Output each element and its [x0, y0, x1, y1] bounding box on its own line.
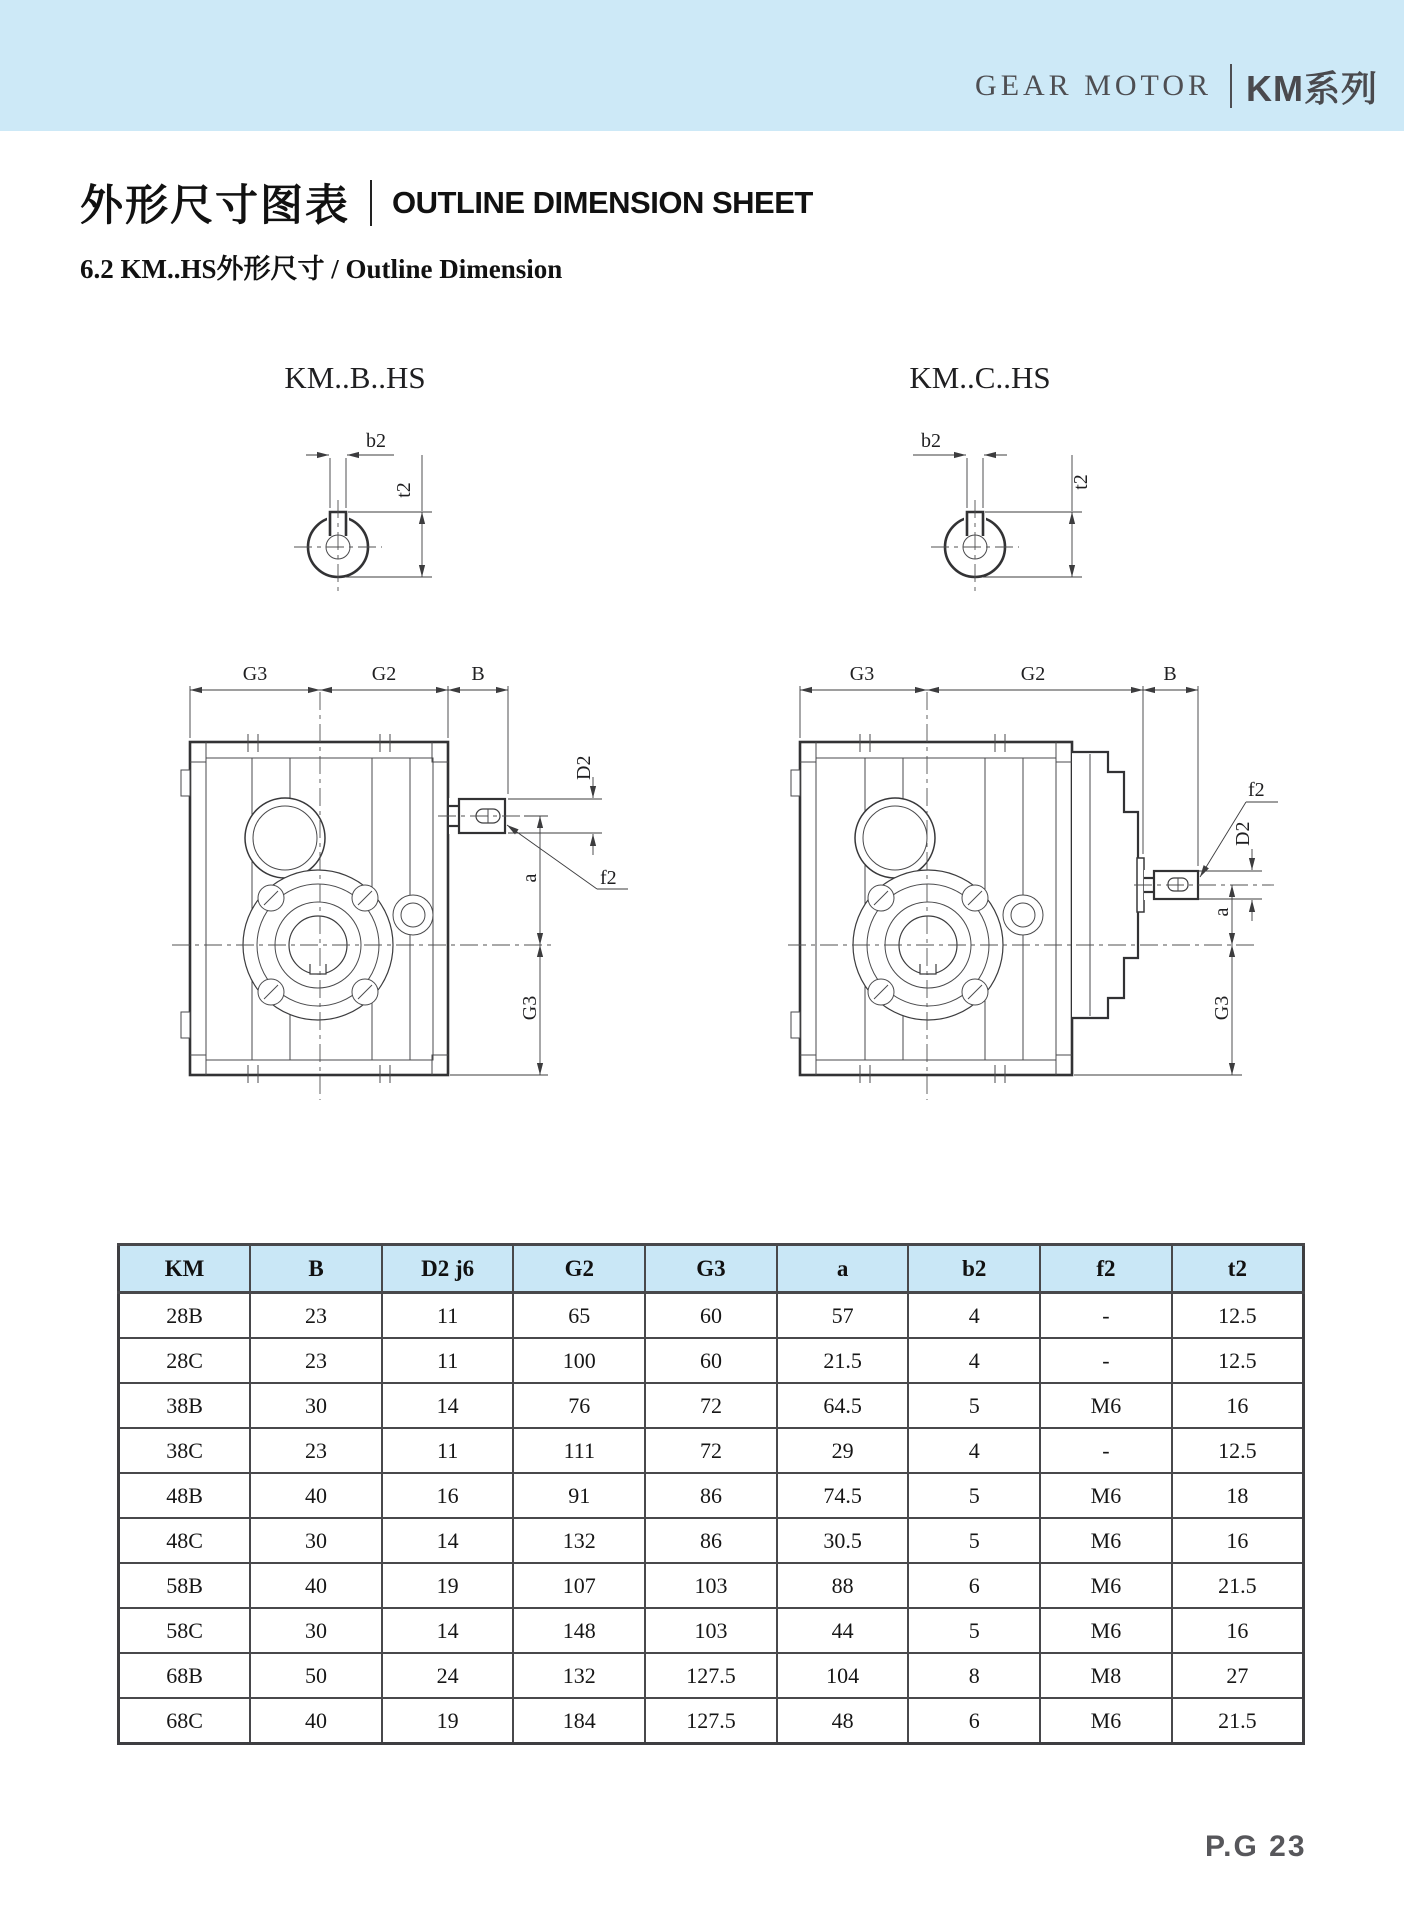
table-cell: 6 [908, 1563, 1040, 1608]
table-cell: - [1040, 1338, 1172, 1383]
table-cell: 21.5 [777, 1338, 909, 1383]
table-cell: 8 [908, 1653, 1040, 1698]
table-cell: 184 [513, 1698, 645, 1744]
table-row [119, 1428, 1304, 1473]
table-cell: 60 [645, 1338, 777, 1383]
table-cell: 58C [119, 1608, 251, 1653]
table-cell: 48 [777, 1698, 909, 1744]
page-title-en: OUTLINE DIMENSION SHEET [392, 184, 813, 220]
table-cell: 29 [777, 1428, 909, 1473]
table-cell: 111 [513, 1428, 645, 1473]
table-cell: 11 [382, 1338, 514, 1383]
table-cell: M6 [1040, 1563, 1172, 1608]
page-title-zh: 外形尺寸图表 [80, 182, 350, 230]
gearbox-front-view-b [172, 663, 628, 1100]
column-header: G3 [645, 1245, 777, 1293]
table-cell: 5 [908, 1383, 1040, 1428]
table-cell: 16 [382, 1473, 514, 1518]
table-cell: 65 [513, 1293, 645, 1339]
column-header: a [777, 1245, 909, 1293]
table-cell: 74.5 [777, 1473, 909, 1518]
drawing-title-right: KM..C..HS [909, 360, 1051, 395]
table-header-row [119, 1245, 1304, 1293]
table-cell: 23 [250, 1428, 382, 1473]
section-subtitle: 6.2 KM..HS外形尺寸 / Outline Dimension [80, 254, 563, 284]
dim-label-b2: b2 [921, 430, 941, 452]
table-cell: 4 [908, 1293, 1040, 1339]
table-cell: - [1040, 1293, 1172, 1339]
table-cell: 11 [382, 1428, 514, 1473]
table-cell: 11 [382, 1293, 514, 1339]
dim-label-b-top: B [1163, 663, 1177, 685]
table-cell: M6 [1040, 1383, 1172, 1428]
dim-label-g3-top: G3 [849, 663, 875, 685]
table-row [119, 1293, 1304, 1339]
table-cell: 38C [119, 1428, 251, 1473]
table-row [119, 1608, 1304, 1653]
dim-label-a: a [519, 873, 541, 883]
table-cell: 64.5 [777, 1383, 909, 1428]
gearbox-front-view-c [788, 663, 1278, 1100]
table-cell: 14 [382, 1383, 514, 1428]
table-cell: 88 [777, 1563, 909, 1608]
table-cell: 19 [382, 1563, 514, 1608]
dim-label-d2: D2 [573, 755, 595, 780]
table-cell: M6 [1040, 1518, 1172, 1563]
table-row [119, 1698, 1304, 1744]
table-cell: 132 [513, 1518, 645, 1563]
table-cell: 103 [645, 1563, 777, 1608]
dim-label-g3-side: G3 [519, 995, 541, 1021]
table-row [119, 1518, 1304, 1563]
drawing-km-c-hs [650, 300, 1290, 1120]
table-cell: 48B [119, 1473, 251, 1518]
table-cell: 5 [908, 1608, 1040, 1653]
table-cell: 4 [908, 1428, 1040, 1473]
table-cell: 50 [250, 1653, 382, 1698]
table-cell: 16 [1172, 1608, 1304, 1653]
series-text: KM系列 [1246, 67, 1378, 109]
column-header: G2 [513, 1245, 645, 1293]
dim-label-g3-side: G3 [1211, 995, 1233, 1021]
table-cell: 76 [513, 1383, 645, 1428]
table-cell: 16 [1172, 1383, 1304, 1428]
table-cell: 21.5 [1172, 1563, 1304, 1608]
dim-label-b2: b2 [366, 430, 386, 452]
table-cell: 30 [250, 1383, 382, 1428]
table-cell: 23 [250, 1293, 382, 1339]
table-cell: 27 [1172, 1653, 1304, 1698]
header-band [0, 0, 1404, 131]
table-cell: 86 [645, 1518, 777, 1563]
shaft-cross-section-c [913, 430, 1092, 596]
table-cell: 104 [777, 1653, 909, 1698]
table-cell: 28C [119, 1338, 251, 1383]
table-cell: 103 [645, 1608, 777, 1653]
table-cell: M6 [1040, 1473, 1172, 1518]
table-cell: M6 [1040, 1608, 1172, 1653]
dim-label-g3-top: G3 [242, 663, 268, 685]
table-row [119, 1653, 1304, 1698]
column-header: B [250, 1245, 382, 1293]
table-cell: 38B [119, 1383, 251, 1428]
dimension-table [117, 1243, 1305, 1745]
table-cell: 132 [513, 1653, 645, 1698]
column-header: f2 [1040, 1245, 1172, 1293]
column-header: b2 [908, 1245, 1040, 1293]
table-cell: 4 [908, 1338, 1040, 1383]
table-cell: 12.5 [1172, 1293, 1304, 1339]
dim-label-d2: D2 [1232, 821, 1254, 846]
table-cell: 68B [119, 1653, 251, 1698]
table-cell: 21.5 [1172, 1698, 1304, 1744]
dim-label-b-top: B [471, 663, 485, 685]
page-title [80, 172, 813, 233]
table-row [119, 1338, 1304, 1383]
drawing-title-left: KM..B..HS [284, 360, 426, 395]
table-cell: 18 [1172, 1473, 1304, 1518]
table-row [119, 1383, 1304, 1428]
page-number: P.G 23 [1205, 1830, 1307, 1863]
table-cell: 107 [513, 1563, 645, 1608]
table-cell: 127.5 [645, 1698, 777, 1744]
table-cell: 57 [777, 1293, 909, 1339]
table-cell: 40 [250, 1563, 382, 1608]
table-cell: 28B [119, 1293, 251, 1339]
table-cell: M8 [1040, 1653, 1172, 1698]
dim-label-t2: t2 [393, 482, 415, 498]
table-cell: 127.5 [645, 1653, 777, 1698]
table-row [119, 1563, 1304, 1608]
table-cell: 12.5 [1172, 1428, 1304, 1473]
table-cell: 86 [645, 1473, 777, 1518]
table-cell: 72 [645, 1428, 777, 1473]
table-cell: 148 [513, 1608, 645, 1653]
dim-label-g2-top: G2 [371, 663, 397, 685]
table-cell: 48C [119, 1518, 251, 1563]
table-cell: 23 [250, 1338, 382, 1383]
table-cell: 44 [777, 1608, 909, 1653]
column-header: KM [119, 1245, 251, 1293]
column-header: t2 [1172, 1245, 1304, 1293]
dim-label-t2: t2 [1070, 474, 1092, 490]
table-cell: 5 [908, 1518, 1040, 1563]
table-cell: 30 [250, 1608, 382, 1653]
table-cell: 19 [382, 1698, 514, 1744]
table-row [119, 1473, 1304, 1518]
table-cell: 30.5 [777, 1518, 909, 1563]
table-cell: 60 [645, 1293, 777, 1339]
table-cell: 14 [382, 1608, 514, 1653]
shaft-cross-section-b [294, 430, 432, 596]
table-cell: 14 [382, 1518, 514, 1563]
table-cell: 5 [908, 1473, 1040, 1518]
dim-label-f2: f2 [600, 867, 617, 889]
title-divider [370, 180, 372, 226]
table-cell: 30 [250, 1518, 382, 1563]
table-cell: 24 [382, 1653, 514, 1698]
drawing-km-b-hs [150, 300, 710, 1120]
table-cell: 68C [119, 1698, 251, 1744]
brand-text: GEAR MOTOR [975, 69, 1212, 102]
table-cell: 100 [513, 1338, 645, 1383]
dim-label-a: a [1211, 907, 1233, 917]
table-cell: 6 [908, 1698, 1040, 1744]
table-cell: 72 [645, 1383, 777, 1428]
dim-label-g2-top: G2 [1020, 663, 1046, 685]
header-divider [1230, 64, 1232, 108]
dim-label-f2: f2 [1248, 779, 1265, 801]
table-cell: M6 [1040, 1698, 1172, 1744]
table-cell: 40 [250, 1473, 382, 1518]
header-right-group [975, 60, 1378, 112]
table-cell: - [1040, 1428, 1172, 1473]
table-cell: 91 [513, 1473, 645, 1518]
table-cell: 40 [250, 1698, 382, 1744]
table-cell: 12.5 [1172, 1338, 1304, 1383]
table-cell: 16 [1172, 1518, 1304, 1563]
table-cell: 58B [119, 1563, 251, 1608]
column-header: D2 j6 [382, 1245, 514, 1293]
